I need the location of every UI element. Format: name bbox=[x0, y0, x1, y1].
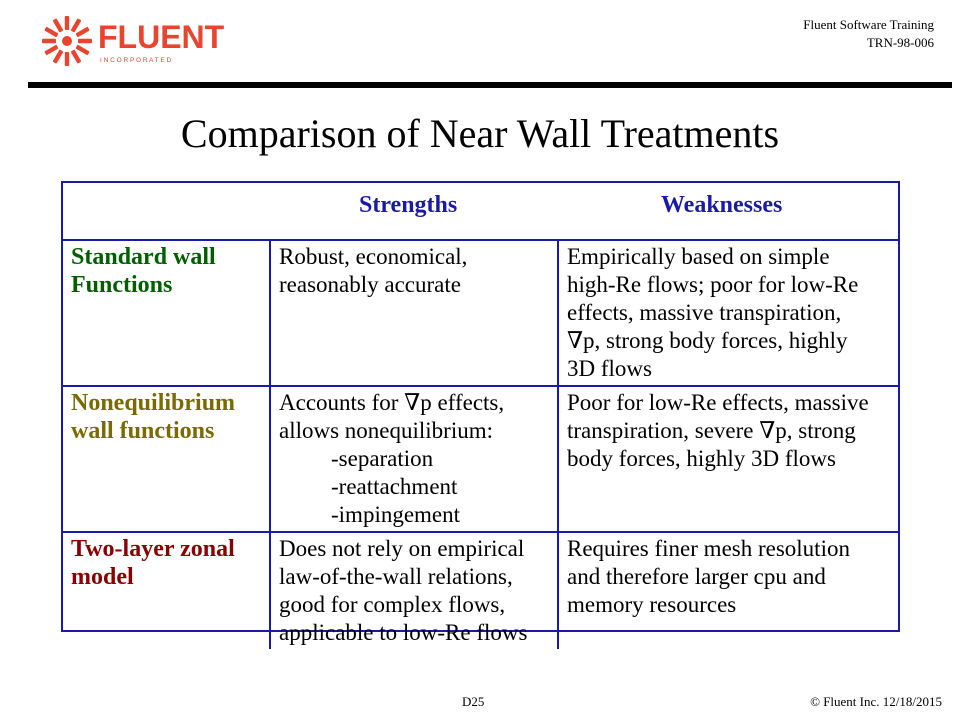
weaknesses-cell: Requires finer mesh resolution and therefore larger cpu and memory resources bbox=[558, 532, 898, 649]
page-number: D25 bbox=[462, 694, 485, 709]
header-course: Fluent Software Training bbox=[803, 17, 934, 32]
fluent-logo bbox=[40, 14, 230, 70]
header-divider bbox=[28, 82, 952, 88]
copyright: © Fluent Inc. 12/18/2015 bbox=[810, 694, 942, 709]
row-label-two-layer-zonal-model: Two-layer zonal model bbox=[63, 532, 270, 649]
table-header-row bbox=[63, 183, 898, 240]
row-label-standard-wall-functions: Standard wall Functions bbox=[63, 240, 270, 386]
column-header-strengths: Strengths bbox=[359, 192, 458, 218]
header-info bbox=[803, 16, 934, 52]
page-title: Comparison of Near Wall Treatments bbox=[180, 111, 780, 156]
table-row bbox=[63, 386, 898, 532]
header-code: TRN-98-006 bbox=[866, 35, 934, 50]
strengths-cell: Robust, economical, reasonably accurate bbox=[270, 240, 558, 386]
strengths-cell: Does not rely on empirical law-of-the-wall relations, good for complex flows, applicable to low-Re flows bbox=[270, 532, 558, 649]
table-row bbox=[63, 240, 898, 386]
weaknesses-cell: Empirically based on simple high-Re flows; poor for low-Re effects, massive transpiration, ∇p, strong body forces, highly 3D flows bbox=[558, 240, 898, 386]
row-label-nonequilibrium-wall-functions: Nonequilibrium wall functions bbox=[63, 386, 270, 532]
strengths-cell: Accounts for ∇p effects, allows nonequilibrium: -separation -reattachment -impingement bbox=[270, 386, 558, 532]
column-header-weaknesses: Weaknesses bbox=[661, 192, 783, 218]
starburst-icon bbox=[40, 14, 230, 70]
logo-tagline: I N C O R P O R A T E D bbox=[100, 57, 172, 64]
logo-wordmark: FLUENT bbox=[98, 19, 225, 55]
weaknesses-cell: Poor for low-Re effects, massive transpiration, severe ∇p, strong body forces, highly 3D flows bbox=[558, 386, 898, 532]
table-header-cell bbox=[63, 183, 898, 240]
comparison-table bbox=[61, 181, 900, 645]
table-row bbox=[63, 532, 898, 649]
